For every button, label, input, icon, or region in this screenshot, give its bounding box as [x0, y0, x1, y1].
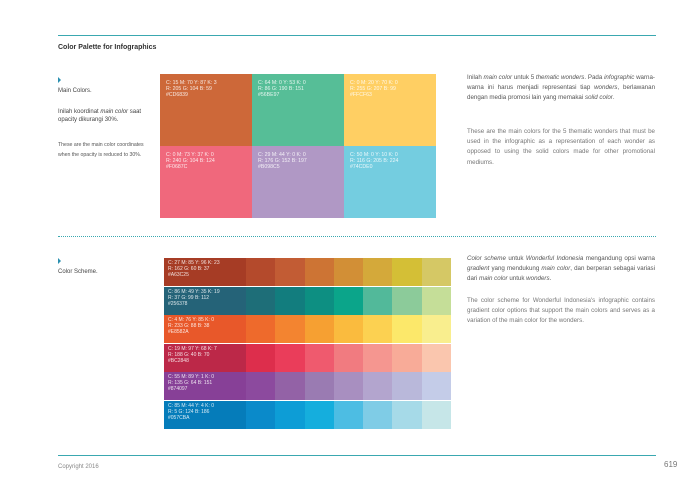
swatch-value-line: R: 37 G: 99 B: 112: [168, 294, 210, 301]
gradient-swatch: [305, 315, 334, 343]
gradient-swatch: [275, 287, 304, 315]
swatch-values: [168, 374, 214, 392]
swatch-value-line: #057CBA: [168, 415, 190, 421]
color-scheme-description-en: The color scheme for Wonderful Indonesia's infographic contains gradient color options that support the main colors and serves as a variation of the main color for the wonders.: [467, 297, 655, 325]
scheme-row: [164, 401, 451, 429]
swatch-value-line: C: 55 M: 89 Y: 1 K: 0: [168, 374, 215, 381]
gradient-swatch: [305, 344, 334, 372]
gradient-swatch: [305, 401, 334, 429]
gradient-swatch: [275, 344, 304, 372]
gradient-swatch: [334, 287, 363, 315]
scheme-row: [164, 344, 451, 372]
swatch-value-line: R: 116 G: 205 B: 224: [350, 158, 399, 165]
swatch-values: [350, 152, 398, 171]
gradient-swatch: [392, 344, 421, 372]
section-divider: [58, 236, 656, 237]
swatch-value-line: #E8582A: [168, 329, 189, 336]
swatch-value-line: #B098C5: [258, 164, 280, 171]
swatch-value-line: C: 50 M: 0 Y: 10 K: 0: [350, 152, 398, 158]
main-colors-note-en: These are the main color coordinates when the opacity is reduced to 30%.: [58, 142, 144, 158]
gradient-swatch: [246, 258, 275, 286]
gradient-swatch: [422, 372, 451, 400]
gradient-swatch: [422, 344, 451, 372]
swatch-value-line: #BC2848: [168, 357, 189, 364]
gradient-swatch: [392, 372, 421, 400]
main-color-swatch: [344, 74, 436, 146]
scheme-base-swatch: [164, 258, 246, 286]
main-colors-description-id: Inilah main color untuk 5 thematic wonders. Pada infographic warna-warna ini harus menjadi representasi tiap wonders, berlawanan dengan media promosi lain yang memakai solid color.: [467, 74, 656, 102]
gradient-swatch: [305, 287, 334, 315]
swatch-value-line: #256378: [168, 300, 188, 307]
swatch-value-line: #74CDE0: [350, 164, 373, 171]
swatch-value-line: R: 135 G: 64 B: 151: [168, 380, 213, 387]
swatch-value-line: C: 27 M: 85 Y: 96 K: 23: [168, 260, 220, 266]
swatch-value-line: R: 5 G: 124 B: 186: [168, 409, 210, 415]
main-color-swatch: [160, 146, 252, 218]
color-scheme-description-id: Color scheme untuk Wonderful Indonesia mengandung opsi warna gradient yang mendukung main color, dan berperan sebagai variasi dari main color untuk wonders.: [467, 255, 655, 283]
swatch-value-line: #874097: [168, 386, 188, 393]
gradient-swatch: [275, 315, 304, 343]
swatch-value-line: C: 29 M: 44 Y: 0 K: 0: [258, 152, 306, 158]
swatch-value-line: C: 19 M: 97 Y: 68 K: 7: [168, 345, 217, 352]
gradient-swatch: [334, 401, 363, 429]
swatch-value-line: C: 0 M: 20 Y: 70 K: 0: [350, 80, 398, 86]
gradient-swatch: [305, 372, 334, 400]
gradient-swatch: [422, 258, 451, 286]
gradient-swatch: [246, 287, 275, 315]
gradient-swatch: [363, 258, 392, 286]
swatch-value-line: #CD6839: [166, 92, 188, 99]
main-color-swatch: [252, 146, 344, 218]
gradient-swatch: [392, 258, 421, 286]
scheme-base-swatch: [164, 401, 246, 429]
swatch-value-line: R: 255 G: 207 B: 99: [350, 86, 396, 93]
page-number: 619: [664, 460, 678, 469]
swatch-value-line: C: 15 M: 70 Y: 87 K: 3: [166, 80, 217, 86]
scheme-base-swatch: [164, 344, 246, 372]
swatch-value-line: R: 240 G: 104 B: 124: [166, 158, 215, 165]
gradient-swatch: [363, 344, 392, 372]
gradient-swatch: [246, 344, 275, 372]
gradient-swatch: [246, 372, 275, 400]
swatch-value-line: R: 188 G: 40 B: 70: [168, 351, 210, 358]
footer-copyright: Copyright 2016: [58, 464, 99, 470]
main-colors-description-en: These are the main colors for the 5 thematic wonders that must be used in the infographic as a representation of each wonder as opposed to using the solid colors made for other promotional mediums.: [467, 128, 655, 166]
gradient-swatch: [246, 315, 275, 343]
scheme-base-swatch: [164, 372, 246, 400]
gradient-swatch: [392, 315, 421, 343]
scheme-row: [164, 315, 451, 343]
gradient-swatch: [422, 401, 451, 429]
swatch-value-line: #F0687C: [166, 164, 188, 171]
swatch-values: [168, 260, 220, 278]
main-color-swatch: [252, 74, 344, 146]
swatch-value-line: #FFCF63: [350, 92, 372, 99]
swatch-value-line: C: 0 M: 73 Y: 37 K: 0: [166, 152, 214, 158]
gradient-swatch: [422, 287, 451, 315]
swatch-value-line: R: 162 G: 60 B: 37: [168, 266, 210, 272]
gradient-swatch: [363, 401, 392, 429]
color-scheme-label: Color Scheme.: [58, 269, 98, 275]
scheme-row: [164, 287, 451, 315]
main-color-swatch: [344, 146, 436, 218]
gradient-swatch: [305, 258, 334, 286]
note-id-emphasis: main color: [100, 109, 129, 115]
section-marker-icon: [58, 258, 61, 264]
scheme-row: [164, 258, 451, 286]
bottom-rule: [58, 455, 656, 456]
swatch-values: [168, 317, 214, 335]
swatch-value-line: C: 4 M: 76 Y: 85 K: 0: [168, 317, 215, 324]
gradient-swatch: [363, 287, 392, 315]
note-id-text: Inilah koordinat: [58, 109, 101, 115]
swatch-value-line: #56BE97: [258, 92, 280, 99]
gradient-swatch: [275, 372, 304, 400]
scheme-base-swatch: [164, 315, 246, 343]
swatch-value-line: #A63C25: [168, 272, 189, 278]
scheme-row: [164, 372, 451, 400]
swatch-values: [166, 80, 217, 99]
gradient-swatch: [334, 372, 363, 400]
swatch-value-line: R: 86 G: 190 B: 151: [258, 86, 304, 93]
gradient-swatch: [275, 258, 304, 286]
gradient-swatch: [392, 401, 421, 429]
gradient-swatch: [334, 258, 363, 286]
swatch-value-line: C: 85 M: 44 Y: 4 K: 0: [168, 403, 215, 409]
page-title: Color Palette for Infographics: [58, 44, 157, 51]
swatch-value-line: R: 205 G: 104 B: 59: [166, 86, 212, 93]
section-marker-icon: [58, 77, 61, 83]
swatch-values: [168, 403, 214, 421]
gradient-swatch: [334, 344, 363, 372]
gradient-swatch: [246, 401, 275, 429]
swatch-value-line: R: 233 G: 88 B: 38: [168, 323, 210, 330]
main-colors-label: Main Colors.: [58, 88, 92, 94]
swatch-values: [166, 152, 215, 171]
swatch-values: [168, 346, 217, 364]
swatch-values: [168, 289, 220, 307]
main-colors-note-id: [58, 108, 146, 124]
gradient-swatch: [392, 287, 421, 315]
swatch-values: [258, 80, 306, 99]
gradient-swatch: [363, 372, 392, 400]
main-color-swatch: [160, 74, 252, 146]
gradient-swatch: [422, 315, 451, 343]
swatch-value-line: C: 86 M: 49 Y: 35 K: 19: [168, 288, 220, 295]
swatch-values: [258, 152, 307, 171]
gradient-swatch: [275, 401, 304, 429]
swatch-value-line: R: 176 G: 152 B: 197: [258, 158, 307, 165]
gradient-swatch: [334, 315, 363, 343]
top-rule: [58, 35, 656, 36]
swatch-values: [350, 80, 398, 99]
scheme-base-swatch: [164, 287, 246, 315]
note-id-text-2: saat opacity dikurangi 30%.: [58, 109, 142, 123]
gradient-swatch: [363, 315, 392, 343]
swatch-value-line: C: 64 M: 0 Y: 53 K: 0: [258, 80, 306, 86]
